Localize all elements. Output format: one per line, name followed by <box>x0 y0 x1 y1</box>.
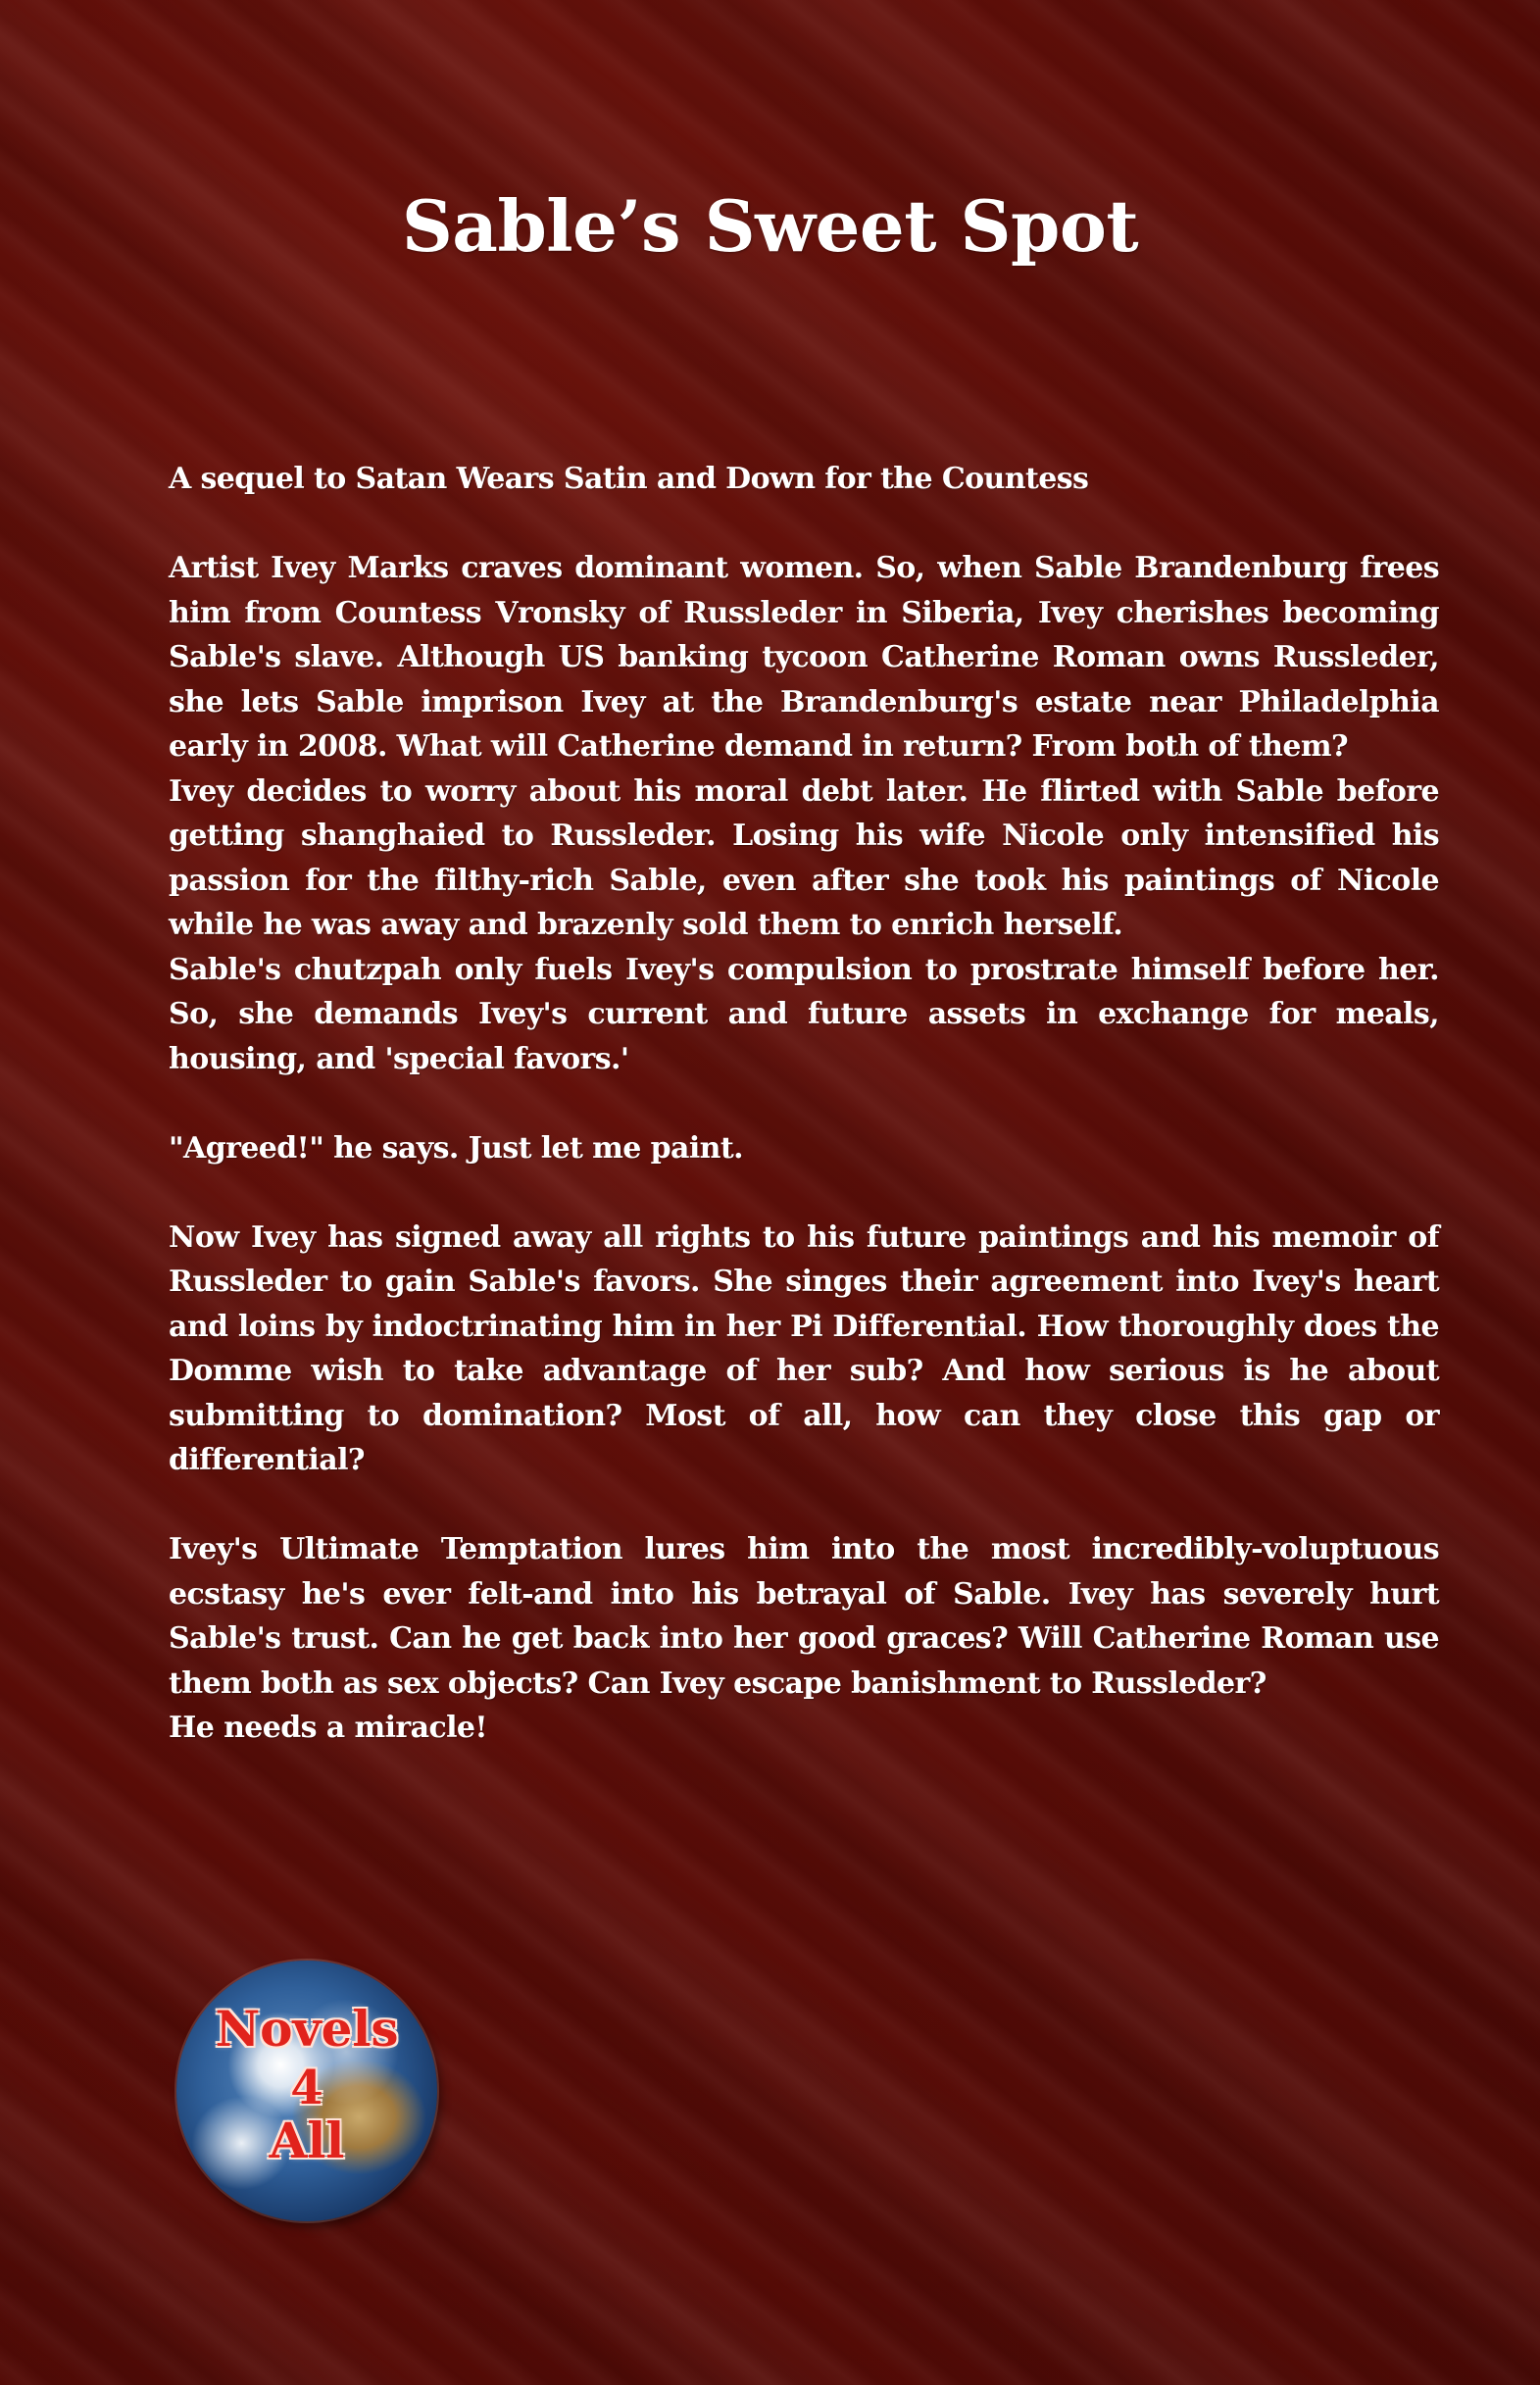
paragraph-gap <box>169 1483 1439 1528</box>
blurb-paragraph-4: Now Ivey has signed away all rights to his future paintings and his memoir of Russleder to gain Sable's favors. She singes their agreement into Ivey's heart and loins by indoctrinating him in her Pi Differential. How thoroughly does the Domme wish to take advantage of her sub? And how serious is he about submitting to domination? Most of all, how can they close this gap or differential? <box>169 1219 1439 1477</box>
book-title: Sable’s Sweet Spot <box>401 184 1139 268</box>
blurb-paragraph-3: Sable's chutzpah only fuels Ivey's compulsion to prostrate himself before her. So, she demands Ivey's current and future assets in exchange for meals, housing, and 'special favors.' <box>169 952 1439 1076</box>
blurb-paragraph-closing: He needs a miracle! <box>169 1711 487 1745</box>
paragraph-gap <box>169 1170 1439 1216</box>
blurb-paragraph-5: Ivey's Ultimate Temptation lures him into the most incredibly-voluptuous ecstasy he's ever felt-and into his betrayal of Sable. Ivey has severely hurt Sable's trust. Can he get back into her good graces? Will Catherine Roman use them both as sex objects? Can Ivey escape banishment to Russleder? <box>169 1532 1439 1701</box>
blurb-paragraph-sequel: A sequel to Satan Wears Satin and Down for the Countess <box>169 462 1089 496</box>
blurb-paragraph-1: Artist Ivey Marks craves dominant women. So, when Sable Brandenburg frees him from Countess Vronsky of Russleder in Siberia, Ivey cherishes becoming Sable's slave. Although US banking tycoon Catherine Roman owns Russleder, she lets Sable imprison Ivey at the Brandenburg's estate near Philadelphia early in 2008. What will Catherine demand in return? From both of them? <box>169 551 1439 764</box>
paragraph-gap <box>169 1081 1439 1126</box>
publisher-logo-globe-icon <box>176 1961 437 2221</box>
logo-text-4: 4 <box>290 2061 323 2115</box>
logo-text-all: All <box>269 2112 345 2169</box>
book-blurb <box>169 457 1439 1751</box>
blurb-paragraph-2: Ivey decides to worry about his moral debt later. He flirted with Sable before getting shanghaied to Russleder. Losing his wife Nicole only intensified his passion for the filthy-rich Sable, even after she took his paintings of Nicole while he was away and brazenly sold them to enrich herself. <box>169 773 1439 942</box>
paragraph-gap <box>169 502 1439 547</box>
logo-text-novels: Novels <box>215 2000 399 2058</box>
blurb-paragraph-quote: "Agreed!" he says. Just let me paint. <box>169 1130 743 1166</box>
